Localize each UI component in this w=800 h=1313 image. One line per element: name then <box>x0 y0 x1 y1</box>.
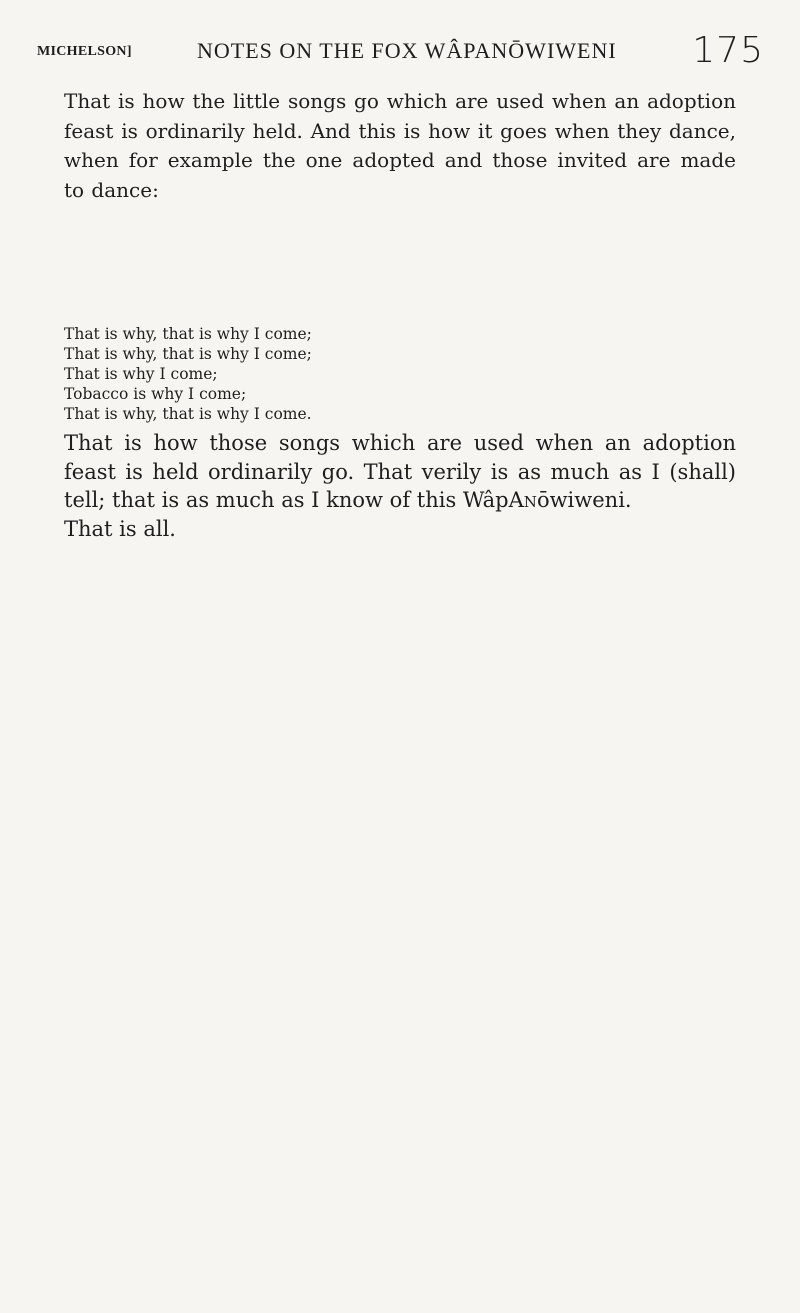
song-line: That is why, that is why I come; <box>64 345 312 363</box>
song-line: Tobacco is why I come; <box>64 385 247 403</box>
paragraph-text: That is how those songs which are used when an adoption feast is held ordinarily go. That verily is as much as I (shall) tell; that is as much as I know of this <box>64 431 736 512</box>
running-head-title: NOTES ON THE FOX WÂPANŌWIWENI <box>197 38 617 63</box>
paragraph-songs-summary <box>64 429 736 515</box>
text-name-part: Wâp <box>462 488 509 512</box>
page-number: 175 <box>692 30 764 71</box>
paragraph-adoption-feast-dance: That is how the little songs go which are used when an adoption feast is ordinarily held. And this is how it goes when they dance, when for example the one adopted and those invited are made to dance: <box>64 89 736 202</box>
text-name-smallcaps: An <box>508 488 537 512</box>
text-name-part: ōwiweni <box>536 488 625 512</box>
running-head-author: MICHELSON] <box>37 44 132 59</box>
song-line: That is why, that is why I come; <box>64 325 312 343</box>
paragraph-end: . <box>624 488 632 512</box>
closing-line: That is all. <box>64 517 176 541</box>
song-line: That is why I come; <box>64 365 218 383</box>
running-head <box>37 30 764 74</box>
song-line: That is why, that is why I come. <box>64 405 312 423</box>
song-verse <box>64 324 564 424</box>
